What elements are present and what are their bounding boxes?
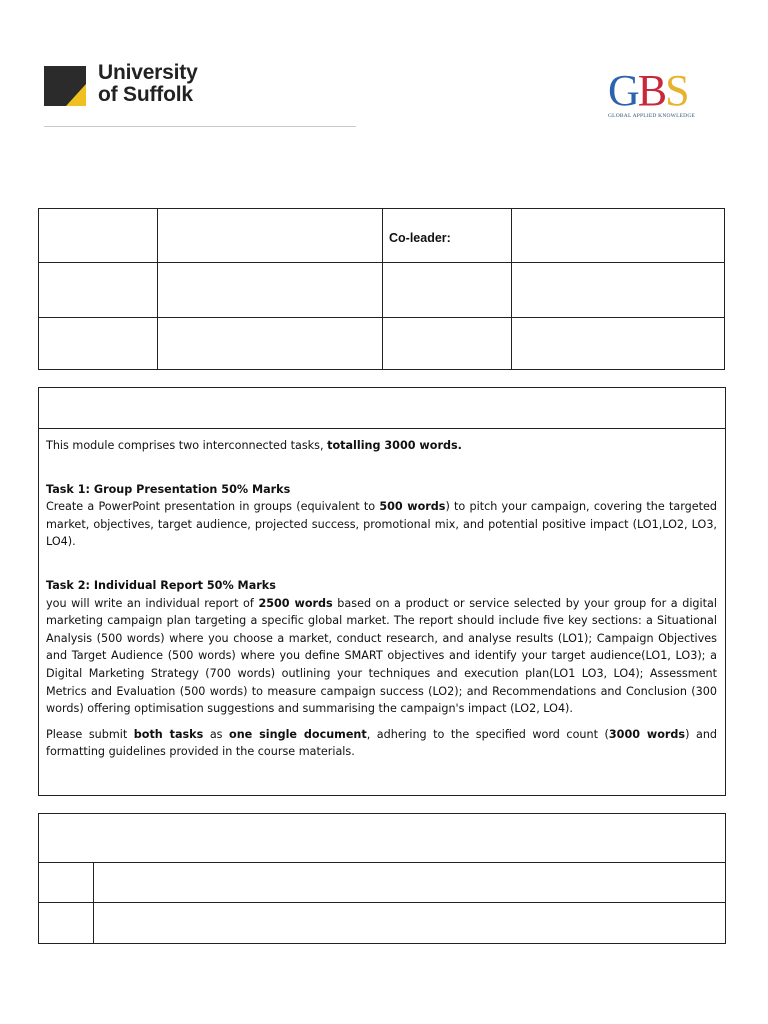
task1-word-count: 500 words bbox=[379, 500, 446, 514]
assessment-brief-header bbox=[39, 388, 725, 429]
intro-text: This module comprises two interconnected tasks, bbox=[46, 439, 328, 452]
task1-heading bbox=[46, 481, 717, 499]
gbs-letter-g: G bbox=[608, 66, 638, 115]
bottom-table-cell bbox=[94, 903, 726, 944]
university-wordmark-line2: of Suffolk bbox=[98, 83, 193, 106]
task1-paragraph bbox=[46, 498, 717, 551]
task1-heading-text: Task 1: Group Presentation 50% Marks bbox=[46, 482, 291, 496]
task1-text-b: ) to pitch your campaign, covering the targeted market, objectives, target audience, projected success, promotional mix, and potential positive impact (LO1,LO2, LO3, LO4). bbox=[46, 500, 717, 549]
university-of-suffolk-wordmark bbox=[98, 62, 198, 106]
gbs-tagline: GLOBAL APPLIED KNOWLEDGE bbox=[608, 113, 696, 119]
task2-paragraph bbox=[46, 595, 717, 718]
gbs-letter-b: B bbox=[637, 66, 666, 115]
task2-text-b: based on a product or service selected by your group for a digital marketing campaign plan targeting a specific global market. The report should include five key sections: a Situational Analysis (500 words) where you choose a market, conduct research, and analyse results (LO1); Campaign Objectives and Target Audience (500 words) where you define SMART objectives and identify your target audience(LO1, LO3); a Digital Marketing Strategy (700 words) outlining your techniques and execution plan(LO1 LO3, LO4); Assessment Metrics and Evaluation (500 words) to measure campaign success (LO2); and Recommendations and Conclusion (300 words) offering optimisation suggestions and summarising the campaign's impact (LO2, LO4). bbox=[46, 596, 717, 716]
co-leader-label: Co-leader: bbox=[383, 209, 512, 263]
gbs-logo-letters bbox=[608, 66, 718, 115]
task1-text-a: Create a PowerPoint presentation in groups (equivalent to bbox=[46, 500, 380, 514]
header-divider bbox=[44, 126, 356, 127]
university-of-suffolk-logo-mark bbox=[44, 66, 86, 106]
info-cell bbox=[39, 209, 158, 263]
bottom-table-row bbox=[39, 863, 726, 903]
co-leader-value bbox=[512, 209, 725, 263]
gbs-letter-s: S bbox=[665, 66, 688, 115]
bottom-table-cell bbox=[94, 863, 726, 903]
info-cell bbox=[383, 263, 512, 318]
info-cell bbox=[512, 263, 725, 318]
info-cell bbox=[383, 318, 512, 370]
submit-bold-both-tasks: both tasks bbox=[133, 727, 204, 741]
submit-bold-single-document: one single document bbox=[229, 727, 367, 741]
info-cell bbox=[158, 318, 383, 370]
bottom-table bbox=[38, 813, 726, 944]
info-cell bbox=[158, 209, 383, 263]
bottom-table-row bbox=[39, 903, 726, 944]
submit-text-b: as bbox=[203, 727, 230, 741]
intro-paragraph bbox=[46, 437, 717, 455]
submit-text-a: Please submit bbox=[46, 727, 134, 741]
info-table-row bbox=[39, 318, 725, 370]
submit-bold-word-count: 3000 words bbox=[608, 727, 686, 741]
info-cell bbox=[158, 263, 383, 318]
assessment-brief-body bbox=[39, 429, 725, 761]
info-table-row bbox=[39, 263, 725, 318]
info-cell bbox=[39, 318, 158, 370]
university-wordmark-line1: University bbox=[98, 61, 198, 84]
info-table-row bbox=[39, 209, 725, 263]
submit-text-d: ) and formatting guidelines provided in the course materials. bbox=[46, 727, 718, 759]
assessment-brief-box bbox=[38, 387, 726, 796]
info-cell bbox=[512, 318, 725, 370]
intro-word-total: totalling 3000 words. bbox=[327, 439, 462, 452]
module-info-table bbox=[38, 208, 725, 370]
task2-heading-text: Task 2: Individual Report 50% Marks bbox=[46, 578, 276, 592]
bottom-table-header-row bbox=[39, 814, 726, 863]
submission-paragraph bbox=[46, 726, 717, 761]
bottom-table-header-cell bbox=[39, 814, 726, 863]
task2-word-count: 2500 words bbox=[258, 596, 333, 610]
gbs-logo bbox=[608, 66, 718, 119]
bottom-table-cell bbox=[39, 903, 94, 944]
task2-heading bbox=[46, 577, 717, 595]
task2-text-a: you will write an individual report of bbox=[46, 596, 259, 610]
bottom-table-cell bbox=[39, 863, 94, 903]
info-cell bbox=[39, 263, 158, 318]
submit-text-c: , adhering to the specified word count ( bbox=[366, 727, 609, 741]
